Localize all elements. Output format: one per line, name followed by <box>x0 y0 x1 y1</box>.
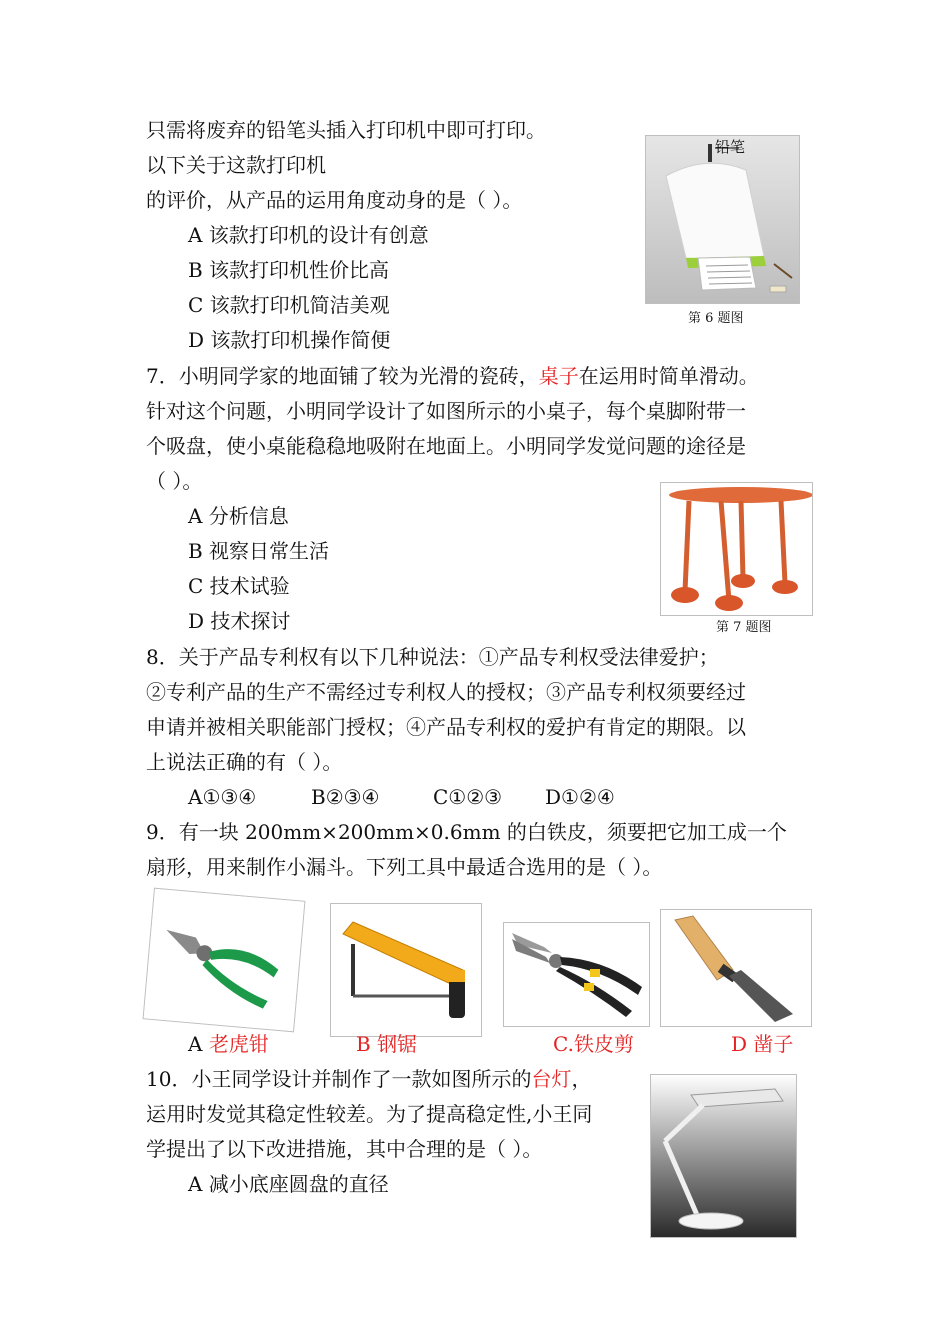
q7-line3: 个吸盘，使小桌能稳稳地吸附在地面上。小明同学发觉问题的途径是 <box>146 434 746 458</box>
chisel-image <box>660 909 812 1027</box>
q8-option-c: C①②③ <box>433 785 503 809</box>
tool-name-chisel: D 凿子 <box>731 1032 794 1056</box>
figure6-caption: 第 6 题图 <box>688 311 744 326</box>
q6-line2: 以下关于这款打印机 <box>146 153 326 177</box>
q10-line1 <box>146 1067 591 1091</box>
q7-keyword-table: 桌子 <box>538 364 579 388</box>
q10-line3: 学提出了以下改进措施，其中合理的是（ ）。 <box>146 1137 543 1161</box>
q6-option-d: D 该款打印机操作简便 <box>188 328 391 352</box>
q10-line2: 运用时发觉其稳定性较差。为了提高稳定性,小王同 <box>146 1102 593 1126</box>
tool-label-b: B 钢锯 <box>356 1032 418 1056</box>
q10-line1-text-b: ， <box>571 1067 592 1091</box>
q6-line1: 只需将废弃的铅笔头插入打印机中即可打印。 <box>146 118 546 142</box>
q7-line2: 针对这个问题，小明同学设计了如图所示的小桌子，每个桌脚附带一 <box>146 399 746 423</box>
pliers-image <box>143 888 306 1033</box>
q8-line4: 上说法正确的有（ ）。 <box>146 750 343 774</box>
q7-option-a: A 分析信息 <box>188 504 289 528</box>
q8-option-a: A①③④ <box>188 785 257 809</box>
pencil-label: 铅笔 <box>715 138 746 156</box>
q10-option-a: A 减小底座圆盘的直径 <box>188 1172 389 1196</box>
figure7-caption: 第 7 题图 <box>716 620 772 635</box>
q10-line1-text-a: 10．小王同学设计并制作了一款如图所示的 <box>146 1067 532 1091</box>
pencil-printer-image <box>645 135 800 304</box>
tool-name-pliers: 老虎钳 <box>208 1032 269 1056</box>
q7-line1 <box>146 364 759 388</box>
q8-line1: 8．关于产品专利权有以下几种说法：①产品专利权受法律爱护； <box>146 645 719 669</box>
q9-line2: 扇形，用来制作小漏斗。下列工具中最适合选用的是（ ）。 <box>146 855 663 879</box>
tool-name-tin-snips: C.铁皮剪 <box>553 1032 634 1056</box>
q6-option-c: C 该款打印机简洁美观 <box>188 293 390 317</box>
q9-line1: 9．有一块 200mm×200mm×0.6mm 的白铁皮，须要把它加工成一个 <box>146 820 787 844</box>
tool-label-a: A 老虎钳 <box>188 1032 269 1056</box>
q7-option-c: C 技术试验 <box>188 574 290 598</box>
q7-line4: （ ）。 <box>146 469 203 493</box>
q8-line3: 申请并被相关职能部门授权；④产品专利权的爱护有肯定的期限。以 <box>146 715 746 739</box>
desk-lamp-image <box>650 1074 797 1238</box>
q8-line2: ②专利产品的生产不需经过专利权人的授权；③产品专利权须要经过 <box>146 680 746 704</box>
q7-option-b: B 视察日常生活 <box>188 539 330 563</box>
q7-line1-text-b: 在运用时简单滑动。 <box>578 364 759 388</box>
q6-option-a: A 该款打印机的设计有创意 <box>188 223 429 247</box>
q8-option-b: B②③④ <box>311 785 380 809</box>
q8-option-d: D①②④ <box>545 785 615 809</box>
q6-line3: 的评价，从产品的运用角度动身的是（ ）。 <box>146 188 523 212</box>
suction-table-image <box>660 482 813 616</box>
q7-option-d: D 技术探讨 <box>188 609 291 633</box>
q6-option-b: B 该款打印机性价比高 <box>188 258 390 282</box>
q7-line1-text-a: 7．小明同学家的地面铺了较为光滑的瓷砖， <box>146 364 539 388</box>
q10-keyword-lamp: 台灯 <box>531 1067 572 1091</box>
tool-name-hacksaw: 钢锯 <box>377 1032 418 1056</box>
tin-snips-image <box>503 922 650 1027</box>
hacksaw-image <box>330 903 482 1037</box>
